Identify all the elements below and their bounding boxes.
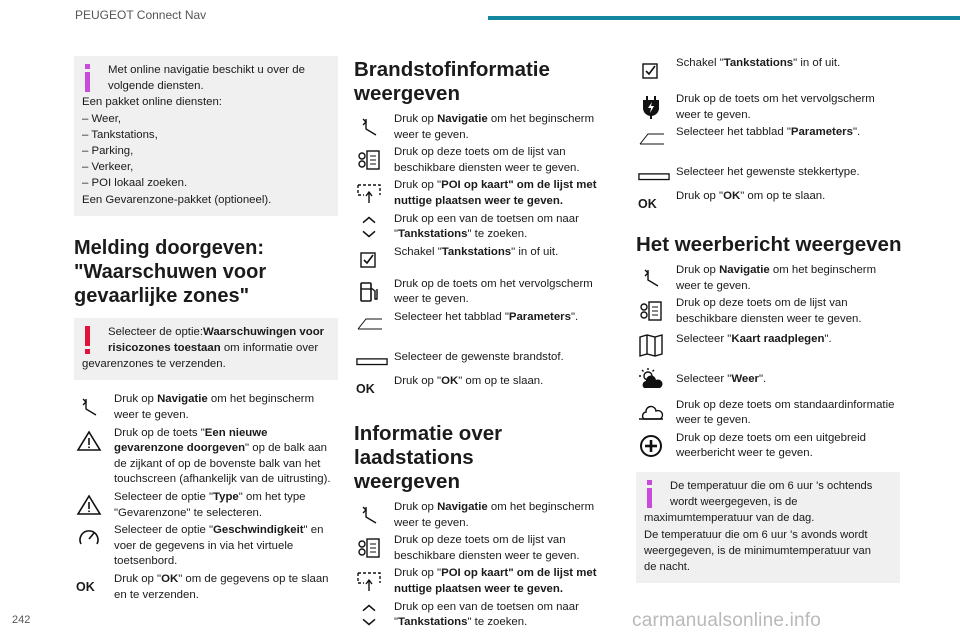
step-navigation: [636, 263, 900, 294]
step-services: [354, 145, 618, 176]
plus-circle-icon: [636, 431, 670, 461]
step-ok: [636, 189, 900, 219]
step-text: Druk op Navigatie om het beginscherm weer te geven.: [676, 264, 877, 292]
ok-button-icon: OK: [76, 579, 95, 594]
step-text: Druk op "OK" om op te slaan.: [676, 190, 826, 203]
header-accent-bar: [488, 16, 960, 20]
note-line: – POI lokaal zoeken.: [82, 177, 188, 190]
step-next: [354, 277, 618, 308]
step-ok: [74, 572, 338, 603]
step-parameters: [354, 310, 618, 340]
step-arrows: [354, 212, 618, 243]
step-text: Druk op deze toets om de lijst van beschikbare diensten weer te geven.: [394, 146, 580, 174]
heading-line: weergeven: [354, 82, 460, 105]
step-text: Selecteer "Kaart raadplegen".: [676, 332, 832, 345]
step-weather-standard: [636, 398, 900, 429]
arrows-updown-icon: [354, 212, 388, 242]
navigation-icon: [636, 263, 670, 293]
note-line: – Verkeer,: [82, 161, 134, 174]
checkbox-icon: [354, 245, 388, 275]
step-text: Druk op deze toets om de lijst van beschikbare diensten weer te geven.: [394, 534, 580, 562]
step-text: Schakel "Tankstations" in of uit.: [394, 245, 559, 258]
fuel-pump-icon: [354, 277, 388, 307]
column-right: [636, 56, 900, 583]
map-book-icon: [636, 330, 670, 360]
weather-info-icon: [636, 398, 670, 428]
step-services: [636, 296, 900, 327]
heading-line: Brandstofinformatie: [354, 58, 550, 81]
step-map: [636, 330, 900, 360]
navigation-icon: [354, 500, 388, 530]
column-middle: [354, 56, 618, 633]
step-text: Druk op deze toets om standaardinformatie weer te geven.: [676, 398, 895, 427]
info-icon: [644, 480, 656, 510]
services-list-icon: [354, 533, 388, 563]
step-text: Druk op Navigatie om het beginscherm weer te geven.: [394, 500, 595, 529]
step-ok: [354, 374, 618, 404]
step-text: Selecteer het tabblad "Parameters".: [394, 310, 579, 323]
heading-line: weergeven: [354, 469, 460, 493]
heading-line: Informatie over laadstations: [354, 421, 503, 469]
list-bar-icon: [636, 157, 670, 187]
note-line: maximumtemperatuur van de dag.: [644, 512, 815, 525]
section-heading-charging: [354, 422, 618, 494]
step-next: [636, 92, 900, 123]
step-weather: [636, 364, 900, 394]
step-poi: [354, 178, 618, 209]
warning-line: [82, 324, 330, 340]
info-note: [636, 472, 900, 583]
note-line: De temperatuur die om 6 uur 's ochtends: [670, 479, 873, 492]
navigation-icon: [354, 112, 388, 142]
step-text: Druk op "OK" om op te slaan.: [394, 374, 544, 387]
step-text: Druk op Navigatie om het beginscherm weer te geven.: [394, 113, 595, 141]
step-text: Druk op "OK" om de gegevens op te slaan en te verzenden.: [114, 572, 329, 601]
warning-bold: risicozones toestaan: [108, 342, 221, 355]
step-text: Druk op de toets "Een nieuwe gevarenzone doorgeven" op de balk aan de zijkant of op de bovenste balk van het touchscreen (afhankelijk van de uitrusting).: [114, 426, 331, 486]
note-line: De temperatuur die om 6 uur 's avonds wordt: [644, 528, 868, 541]
charging-station-icon: [636, 92, 670, 122]
checkbox-icon: [636, 56, 670, 86]
page-number: 242: [12, 614, 31, 626]
arrows-updown-icon: [354, 600, 388, 630]
warning-triangle-icon: [74, 426, 108, 456]
step-text: Druk op "POI op kaart" om de lijst met nuttige plaatsen weer te geven.: [394, 179, 597, 207]
step-navigation: [74, 392, 338, 423]
services-list-icon: [354, 145, 388, 175]
running-header: PEUGEOT Connect Nav: [75, 8, 207, 22]
step-connector-select: [636, 157, 900, 187]
parameters-tab-icon: [354, 310, 388, 340]
step-navigation: [354, 500, 618, 531]
note-line: Een pakket online diensten:: [82, 96, 222, 109]
warning-note: [74, 318, 338, 381]
services-list-icon: [636, 296, 670, 326]
step-speed: [74, 523, 338, 570]
step-toggle: [354, 245, 618, 275]
poi-map-icon: [354, 178, 388, 208]
section-heading-hazard: [74, 236, 338, 308]
note-line: – Parking,: [82, 145, 134, 158]
warning-line: [82, 340, 330, 356]
step-new-hazard: [74, 426, 338, 488]
step-parameters: [636, 125, 900, 155]
step-text: Druk op de toets om het vervolgscherm weer te geven.: [394, 277, 593, 306]
step-text: Selecteer het gewenste stekkertype.: [676, 166, 860, 179]
step-arrows: [354, 600, 618, 631]
step-navigation: [354, 112, 618, 143]
step-text: Druk op deze toets om de lijst van beschikbare diensten weer te geven.: [676, 297, 862, 325]
heading-line: gevaarlijke zones": [74, 284, 250, 307]
step-weather-detailed: [636, 431, 900, 462]
step-text: Druk op deze toets om een uitgebreid weerbericht weer te geven.: [676, 431, 866, 460]
step-text: Selecteer de optie "Geschwindigkeit" en voer de gegevens in via het virtuele toetsenbord.: [114, 524, 324, 568]
step-text: Druk op "POI op kaart" om de lijst met nuttige plaatsen weer te geven.: [394, 567, 597, 595]
note-line: volgende diensten.: [108, 80, 204, 93]
note-line: – Weer,: [82, 112, 122, 125]
step-toggle: [636, 56, 900, 86]
step-text: Druk op een van de toetsen om naar "Tankstations" te zoeken.: [394, 212, 579, 241]
step-text: Druk op een van de toetsen om naar "Tankstations" te zoeken.: [394, 600, 579, 629]
speedometer-icon: [74, 523, 108, 553]
warning-triangle-icon: [74, 490, 108, 520]
warning-bold: Waarschuwingen voor: [203, 325, 325, 338]
info-note: [74, 56, 338, 216]
step-text: Selecteer de gewenste brandstof.: [394, 350, 564, 363]
column-left: [74, 56, 338, 605]
weather-icon: [636, 364, 670, 394]
step-services: [354, 533, 618, 564]
note-line: Een Gevarenzone-pakket (optioneel).: [82, 193, 272, 206]
warning-icon: [82, 326, 94, 356]
heading-line: "Waarschuwen voor: [74, 260, 267, 283]
note-line: – Tankstations,: [82, 128, 158, 141]
step-poi: [354, 566, 618, 597]
ok-button-icon: OK: [638, 197, 657, 212]
watermark: carmanualsonline.info: [632, 610, 822, 631]
info-icon: [82, 64, 94, 94]
step-type: [74, 490, 338, 521]
warning-line: gevarenzones te verzenden.: [82, 358, 226, 371]
step-text: Selecteer de optie "Type" om het type "Gevarenzone" te selecteren.: [114, 491, 306, 519]
section-heading-fuel: [354, 58, 618, 106]
list-bar-icon: [354, 342, 388, 372]
note-line: wordt weergegeven, is de: [670, 496, 798, 509]
step-text: Selecteer het tabblad "Parameters".: [676, 126, 861, 139]
section-heading-weather: Het weerbericht weergeven: [636, 233, 902, 257]
step-text: Schakel "Tankstations" in of uit.: [676, 57, 841, 69]
step-text: Druk op de toets om het vervolgscherm weer te geven.: [676, 93, 875, 121]
poi-map-icon: [354, 566, 388, 596]
warning-text: Selecteer de optie:: [108, 325, 203, 338]
heading-line: Melding doorgeven:: [74, 236, 264, 259]
step-fuel-select: [354, 342, 618, 372]
ok-button-icon: OK: [356, 381, 375, 396]
warning-text: om informatie over: [220, 342, 319, 355]
step-text: Selecteer "Weer".: [676, 372, 767, 385]
navigation-icon: [74, 392, 108, 422]
parameters-tab-icon: [636, 125, 670, 155]
step-text: Druk op Navigatie om het beginscherm weer te geven.: [114, 393, 315, 422]
note-line: Met online navigatie beschikt u over de: [108, 64, 305, 76]
note-line: de nacht.: [644, 560, 691, 573]
note-line: weergegeven, is de minimumtemperatuur van: [644, 544, 871, 557]
